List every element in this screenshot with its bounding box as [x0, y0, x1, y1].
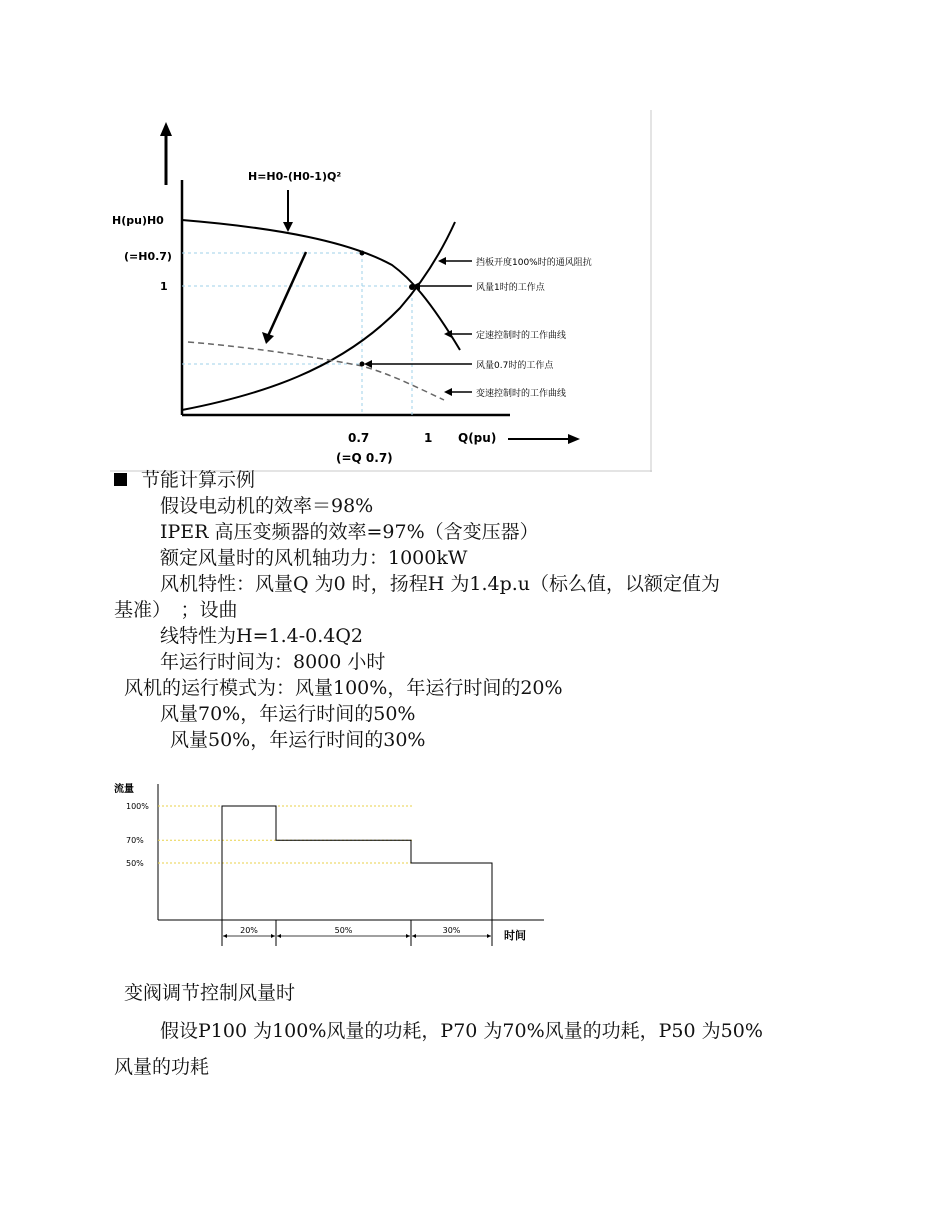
x-tick-07: 0.7: [348, 431, 370, 445]
x-sub-label: (=Q 0.7): [336, 451, 393, 465]
period-label: 50%: [334, 926, 353, 935]
period-label: 20%: [240, 926, 258, 935]
dimension-arrowhead: [277, 934, 281, 938]
heading-text: 节能计算示例: [141, 469, 256, 491]
variable-speed-curve: [188, 342, 444, 400]
text-line-8: 风机的运行模式为：风量100%，年运行时间的20%: [124, 677, 563, 699]
text-line-4: 风机特性：风量Q 为0 时，扬程H 为1.4p.u（标么值，以额定值为: [160, 573, 721, 595]
annotation-variable-speed: 变速控制时的工作曲线: [476, 389, 567, 399]
annotation-resistance: 挡板开度100%时的通风阻抗: [476, 258, 592, 268]
formula-label: H=H0-(H0-1)Q²: [248, 170, 342, 183]
text-line-11: 变阀调节控制风量时: [124, 982, 296, 1004]
dimension-arrowhead: [406, 934, 410, 938]
y-tick-label: 70%: [126, 836, 144, 846]
text-line-7: 年运行时间为：8000 小时: [160, 651, 386, 673]
period-label: 30%: [442, 926, 461, 935]
text-line-3: 额定风量时的风机轴功力：1000kW: [160, 547, 468, 569]
x-axis-label: Q(pu): [458, 431, 497, 445]
text-line-12: 假设P100 为100%风量的功耗，P70 为70%风量的功耗，P50 为50%: [160, 1020, 763, 1042]
annotation-constant-speed: 定速控制时的工作曲线: [476, 331, 567, 341]
text-line-10: 风量50%，年运行时间的30%: [170, 729, 426, 751]
work-point-07-upper: [360, 251, 365, 256]
text-line-5: 基准） ；设曲: [114, 599, 238, 621]
dimension-arrowhead: [271, 934, 275, 938]
chart-y-label: 流量: [114, 784, 134, 795]
resistance-curve: [182, 222, 455, 410]
chart-x-label: 时间: [504, 929, 526, 942]
text-line-1: 假设电动机的效率＝98%: [160, 495, 374, 517]
y-tick-label: 100%: [126, 802, 149, 811]
dimension-arrowhead: [487, 934, 491, 938]
heading: [114, 468, 255, 492]
y-tick-07: (=H0.7): [124, 250, 172, 263]
text-line-2: IPER 高压变频器的效率=97%（含变压器）: [160, 521, 539, 543]
annotation-point-1: 风量1时的工作点: [476, 283, 545, 293]
y-tick-1: 1: [160, 280, 168, 293]
work-point-07-lower: [360, 362, 365, 367]
y-tick-label: 50%: [126, 859, 144, 868]
annotation-point-07: 风量0.7时的工作点: [476, 361, 554, 371]
fan-curve-figure: [110, 110, 652, 472]
y-axis-label: H(pu)H0: [112, 214, 164, 227]
flow-time-chart: [110, 772, 550, 952]
dimension-arrowhead: [223, 934, 227, 938]
text-line-6: 线特性为H=1.4-0.4Q2: [160, 625, 364, 647]
dimension-arrowhead: [412, 934, 416, 938]
square-bullet-icon: [114, 473, 127, 486]
text-line-13: 风量的功耗: [114, 1056, 210, 1078]
text-line-9: 风量70%，年运行时间的50%: [160, 703, 416, 725]
x-tick-1: 1: [424, 431, 433, 445]
